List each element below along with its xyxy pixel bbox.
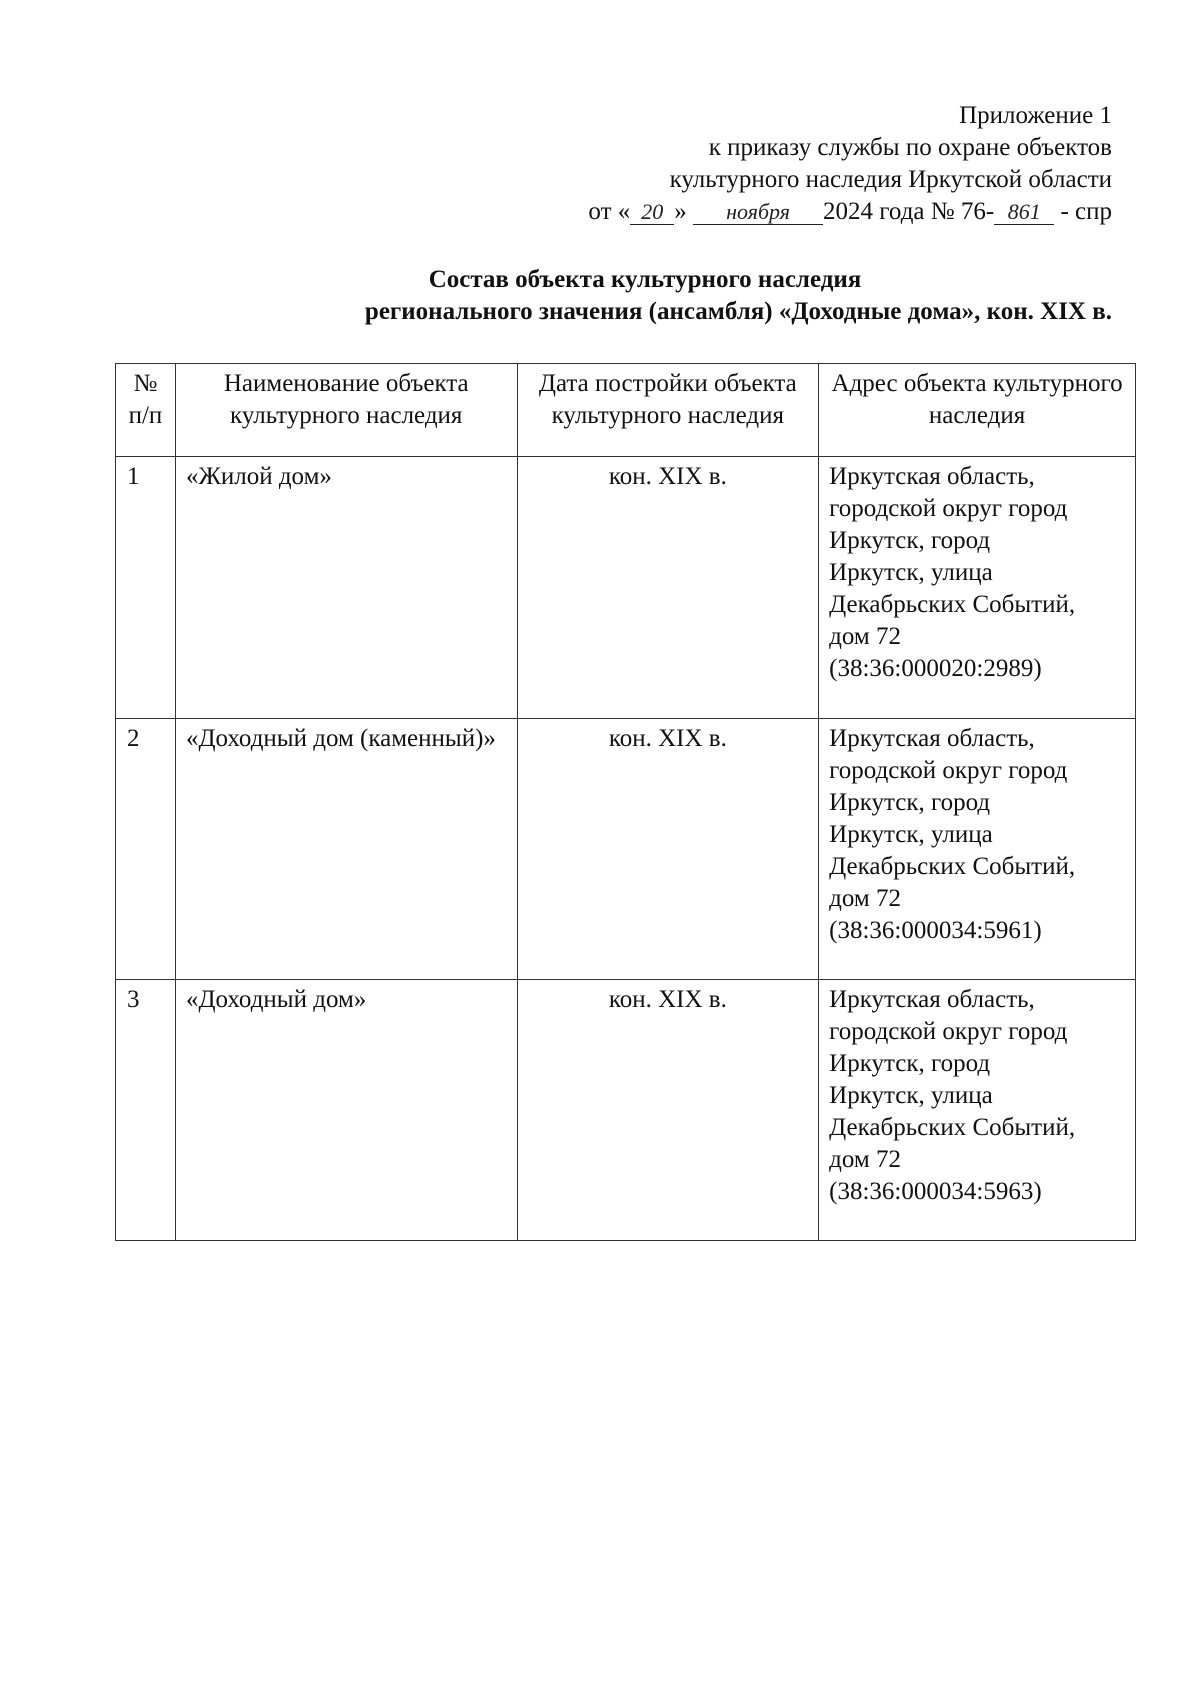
table-row <box>116 980 1136 1241</box>
address-line: Иркутская область, <box>829 986 1035 1013</box>
construction-date: кон. XIX в. <box>517 980 819 1241</box>
address-line: Иркутск, город <box>829 789 991 816</box>
table-header-row <box>116 364 1136 457</box>
row-number: 2 <box>116 719 176 980</box>
object-address <box>819 719 1136 980</box>
heritage-objects-table <box>115 363 1136 1241</box>
table-row <box>116 457 1136 719</box>
date-prefix: от « <box>588 198 631 225</box>
address-line: дом 72 <box>829 1146 901 1173</box>
cadastral-number: (38:36:000020:2989) <box>829 655 1042 682</box>
object-name: «Жилой дом» <box>175 457 517 719</box>
object-name: «Доходный дом (каменный)» <box>175 719 517 980</box>
row-number: 1 <box>116 457 176 719</box>
title-line-2: регионального значения (ансамбля) «Доходные дома», кон. XIX в. <box>364 298 1112 325</box>
address-line: городской округ город <box>829 1018 1068 1045</box>
object-name: «Доходный дом» <box>175 980 517 1241</box>
address-line: Иркутск, улица <box>829 559 993 586</box>
address-line: Декабрьских Событий, <box>829 853 1076 880</box>
annex-title: Приложение 1 <box>959 102 1112 129</box>
address-line: Иркутская область, <box>829 725 1035 752</box>
handwritten-month: ноября <box>693 200 823 225</box>
construction-date: кон. XIX в. <box>517 719 819 980</box>
header-number: № п/п <box>116 364 176 457</box>
annex-header <box>588 100 1112 228</box>
handwritten-order-number: 861 <box>994 200 1054 225</box>
address-line: дом 72 <box>829 623 901 650</box>
table-row <box>116 719 1136 980</box>
date-quote-close: » <box>674 198 687 225</box>
cadastral-number: (38:36:000034:5963) <box>829 1178 1042 1205</box>
construction-date: кон. XIX в. <box>517 457 819 719</box>
address-line: дом 72 <box>829 885 901 912</box>
address-line: городской округ город <box>829 495 1068 522</box>
title-line-1: Состав объекта культурного наследия <box>428 266 862 293</box>
address-line: городской округ город <box>829 757 1068 784</box>
address-line: Иркутск, город <box>829 527 991 554</box>
annex-authority-line: культурного наследия Иркутской области <box>669 166 1112 193</box>
address-line: Иркутск, улица <box>829 1082 993 1109</box>
header-address: Адрес объекта культурного наследия <box>819 364 1136 457</box>
year-text: 2024 года № 76- <box>823 198 995 225</box>
header-date: Дата постройки объекта культурного наследия <box>517 364 819 457</box>
document-title <box>0 264 1200 328</box>
cadastral-number: (38:36:000034:5961) <box>829 917 1042 944</box>
address-line: Иркутск, улица <box>829 821 993 848</box>
annex-date-line <box>588 196 1112 228</box>
address-line: Иркутск, город <box>829 1050 991 1077</box>
row-number: 3 <box>116 980 176 1241</box>
object-address <box>819 457 1136 719</box>
address-line: Иркутская область, <box>829 463 1035 490</box>
address-line: Декабрьских Событий, <box>829 1114 1076 1141</box>
address-line: Декабрьских Событий, <box>829 591 1076 618</box>
annex-order-line: к приказу службы по охране объектов <box>708 134 1112 161</box>
header-name: Наименование объекта культурного наследия <box>175 364 517 457</box>
handwritten-day: 20 <box>630 200 674 225</box>
order-suffix: - спр <box>1054 198 1112 225</box>
object-address <box>819 980 1136 1241</box>
